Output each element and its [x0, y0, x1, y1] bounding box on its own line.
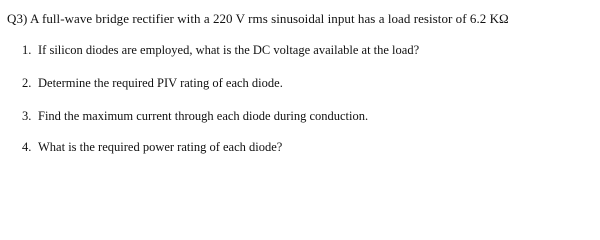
item-number: 3. [22, 109, 32, 123]
item-text: Find the maximum current through each diode during conduction. [38, 109, 369, 123]
item-number: 1. [22, 43, 32, 57]
list-item-3 [22, 109, 368, 124]
item-number: 4. [22, 140, 32, 154]
list-item-1 [22, 43, 419, 58]
list-item-2 [22, 76, 283, 91]
list-item-4 [22, 140, 282, 155]
item-text: If silicon diodes are employed, what is the DC voltage available at the load? [38, 43, 420, 57]
item-number: 2. [22, 76, 32, 90]
item-text: Determine the required PIV rating of each diode. [38, 76, 283, 90]
item-text: What is the required power rating of each diode? [38, 140, 283, 154]
question-heading: Q3) A full-wave bridge rectifier with a 220 V rms sinusoidal input has a load resistor of 6.2 KΩ [7, 11, 509, 26]
